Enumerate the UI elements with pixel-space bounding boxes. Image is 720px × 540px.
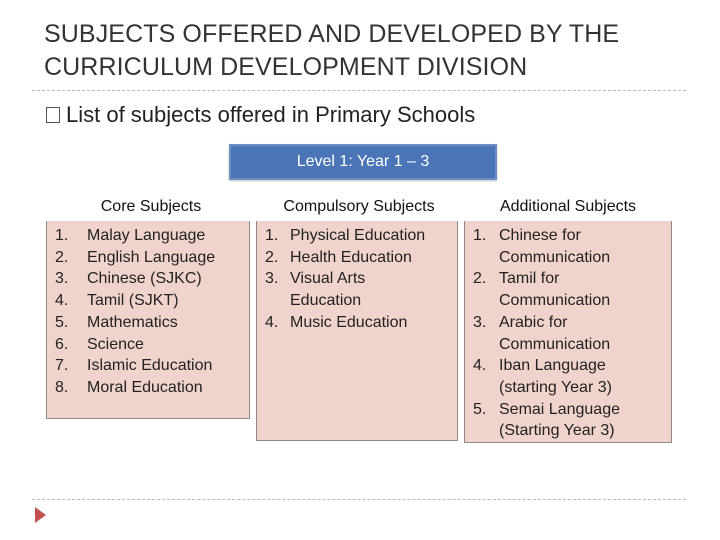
bullet-item <box>46 102 475 128</box>
list-item: 6. Science <box>55 335 144 353</box>
square-bullet-icon <box>46 107 60 123</box>
list-item: 2. Health Education <box>265 248 412 266</box>
core-subjects-list <box>55 225 215 399</box>
bullet-text: List of subjects offered in Primary Schools <box>66 102 476 127</box>
core-subjects-header: Core Subjects <box>100 198 202 215</box>
list-item: 3. Arabic for Communication <box>473 313 611 353</box>
list-item: 5. Semai Language (Starting Year 3) <box>473 400 620 440</box>
additional-subjects-list <box>473 225 669 442</box>
list-item: 2. English Language <box>55 248 216 266</box>
list-item: 3. Visual Arts Education <box>265 270 366 310</box>
compulsory-subjects-panel <box>256 189 458 441</box>
compulsory-subjects-header: Compulsory Subjects <box>283 198 435 215</box>
bottom-divider <box>32 499 686 500</box>
top-divider <box>32 90 686 91</box>
list-item: 2. Tamil for Communication <box>473 270 611 310</box>
list-item: 4. Iban Language (starting Year 3) <box>473 357 612 396</box>
level-label-box: Level 1: Year 1 – 3 <box>229 144 497 180</box>
core-subjects-panel <box>46 189 250 419</box>
list-item: 3. Chinese (SJKC) <box>55 270 202 288</box>
list-item: 4. Tamil (SJKT) <box>55 292 179 310</box>
list-item: 7. Islamic Education <box>55 357 213 375</box>
compulsory-subjects-list <box>265 225 455 334</box>
list-item: 8. Moral Education <box>55 378 203 396</box>
list-item: 1. Physical Education <box>265 227 426 244</box>
additional-subjects-header: Additional Subjects <box>499 198 637 215</box>
list-item: 5. Mathematics <box>55 313 178 331</box>
slide-title: SUBJECTS OFFERED AND DEVELOPED BY THE CURRICULUM DEVELOPMENT DIVISION <box>44 20 620 81</box>
list-item: 4. Music Education <box>265 313 408 331</box>
next-slide-arrow-icon[interactable] <box>35 507 46 523</box>
additional-subjects-panel <box>464 189 672 443</box>
list-item: 1. Malay Language <box>55 227 206 244</box>
list-item: 1. Chinese for Communication <box>473 227 611 266</box>
